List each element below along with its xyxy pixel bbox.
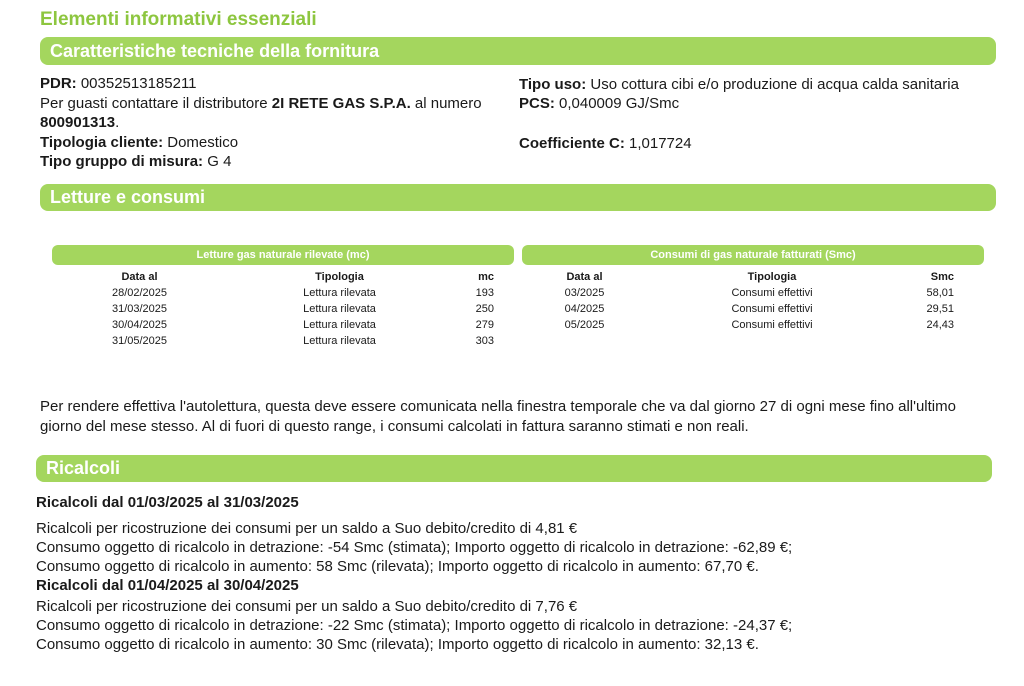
cell-tipologia: Consumi effettivi <box>731 319 813 331</box>
column-header: Tipologia <box>315 270 364 283</box>
section-title-fornitura: Caratteristiche tecniche della fornitura <box>50 40 380 61</box>
table-row <box>522 285 984 301</box>
section-header-letture <box>40 184 996 211</box>
guasti-prefix: Per guasti contattare il distributore <box>40 95 268 112</box>
cell-tipologia: Consumi effettivi <box>731 303 813 315</box>
tipologia-label: Tipologia cliente: <box>40 134 164 151</box>
cell-tipologia: Consumi effettivi <box>731 287 813 299</box>
table-row <box>52 317 514 333</box>
guasti-row <box>40 94 482 113</box>
cell-data: 31/05/2025 <box>111 335 168 347</box>
section-title-letture: Letture e consumi <box>50 187 206 207</box>
consumi-table <box>522 268 984 333</box>
section-header-ricalcoli <box>36 455 992 482</box>
letture-table <box>52 268 514 349</box>
cell-mc: 250 <box>475 303 494 315</box>
pcs-row <box>519 94 679 113</box>
tipologia-row <box>40 133 238 152</box>
autolettura-note: Per rendere effettiva l'autolettura, questa deve essere comunicata nella finestra temporale che va dal giorno 27 di ogni mese fino all'ultimo giorno del mese stesso. Al di fuori di questo range, i consumi calcolati in fattura saranno stimati e non reali. <box>40 398 956 435</box>
numero-suffix: . <box>115 114 120 131</box>
page-title: Elementi informativi essenziali <box>40 9 317 30</box>
coeff-label: Coefficiente C: <box>519 135 625 152</box>
cell-tipologia: Lettura rilevata <box>303 303 376 315</box>
cell-data: 05/2025 <box>564 319 605 331</box>
cell-tipologia: Lettura rilevata <box>303 319 376 331</box>
ricalcolo-title: Ricalcoli dal 01/04/2025 al 30/04/2025 <box>36 577 299 594</box>
table-header-row <box>52 268 514 285</box>
cell-smc: 29,51 <box>926 303 954 315</box>
uso-label: Tipo uso: <box>519 76 587 93</box>
gruppo-label: Tipo gruppo di misura: <box>40 153 204 170</box>
cell-mc: 279 <box>475 319 494 331</box>
distributore-phone: 800901313 <box>40 114 116 131</box>
letture-table-title-text: Letture gas naturale rilevate (mc) <box>196 249 370 261</box>
cell-data: 31/03/2025 <box>111 303 168 315</box>
letture-table-title <box>52 245 514 265</box>
column-header: Smc <box>930 270 954 283</box>
table-row <box>522 317 984 333</box>
cell-data: 28/02/2025 <box>111 287 168 299</box>
pcs-label: PCS: <box>519 95 555 112</box>
gruppo-value: G 4 <box>207 153 232 170</box>
ricalcolo-line: Consumo oggetto di ricalcolo in detrazione: -22 Smc (stimata); Importo oggetto di ricalcolo in detrazione: -24,37 €; <box>36 617 793 634</box>
distributore-name: 2I RETE GAS S.P.A. <box>271 95 411 112</box>
numero-row <box>40 113 119 132</box>
cell-smc: 58,01 <box>926 287 954 299</box>
table-row <box>522 301 984 317</box>
cell-mc: 193 <box>475 287 494 299</box>
ricalcolo-line: Consumo oggetto di ricalcolo in detrazione: -54 Smc (stimata); Importo oggetto di ricalcolo in detrazione: -62,89 €; <box>36 539 793 556</box>
cell-tipologia: Lettura rilevata <box>303 335 376 347</box>
cell-data: 30/04/2025 <box>111 319 168 331</box>
pdr-row <box>40 74 197 93</box>
gruppo-row <box>40 152 231 171</box>
consumi-table-title-text: Consumi di gas naturale fatturati (Smc) <box>650 249 856 261</box>
ricalcolo-line: Ricalcoli per ricostruzione dei consumi per un saldo a Suo debito/credito di 7,76 € <box>36 598 578 615</box>
cell-smc: 24,43 <box>926 319 954 331</box>
guasti-mid: al numero <box>414 95 482 112</box>
table-row <box>52 285 514 301</box>
column-header: Data al <box>566 270 603 283</box>
ricalcolo-line: Consumo oggetto di ricalcolo in aumento: 30 Smc (rilevata); Importo oggetto di ricalcolo in aumento: 32,13 €. <box>36 636 759 653</box>
tipologia-value: Domestico <box>167 134 239 151</box>
column-header: Tipologia <box>747 270 797 283</box>
column-header: mc <box>478 270 494 283</box>
section-header-fornitura <box>40 37 996 65</box>
pcs-value: 0,040009 GJ/Smc <box>559 95 680 112</box>
table-row <box>52 301 514 317</box>
table-row <box>52 333 514 349</box>
column-header: Data al <box>121 270 158 283</box>
uso-value: Uso cottura cibi e/o produzione di acqua calda sanitaria <box>590 76 959 93</box>
pdr-label: PDR: <box>40 75 77 92</box>
table-header-row <box>522 268 984 285</box>
cell-data: 04/2025 <box>564 303 605 315</box>
section-title-ricalcoli: Ricalcoli <box>46 458 121 478</box>
cell-data: 03/2025 <box>564 287 605 299</box>
coeff-value: 1,017724 <box>629 135 692 152</box>
ricalcolo-line: Ricalcoli per ricostruzione dei consumi per un saldo a Suo debito/credito di 4,81 € <box>36 520 578 537</box>
uso-row <box>519 75 959 94</box>
consumi-table-title <box>522 245 984 265</box>
ricalcolo-title: Ricalcoli dal 01/03/2025 al 31/03/2025 <box>36 494 299 511</box>
coeff-row <box>519 134 692 153</box>
cell-tipologia: Lettura rilevata <box>303 287 376 299</box>
pdr-value: 00352513185211 <box>80 75 197 92</box>
ricalcolo-line: Consumo oggetto di ricalcolo in aumento: 58 Smc (rilevata); Importo oggetto di ricalcolo in aumento: 67,70 €. <box>36 558 759 575</box>
cell-mc: 303 <box>475 335 494 347</box>
